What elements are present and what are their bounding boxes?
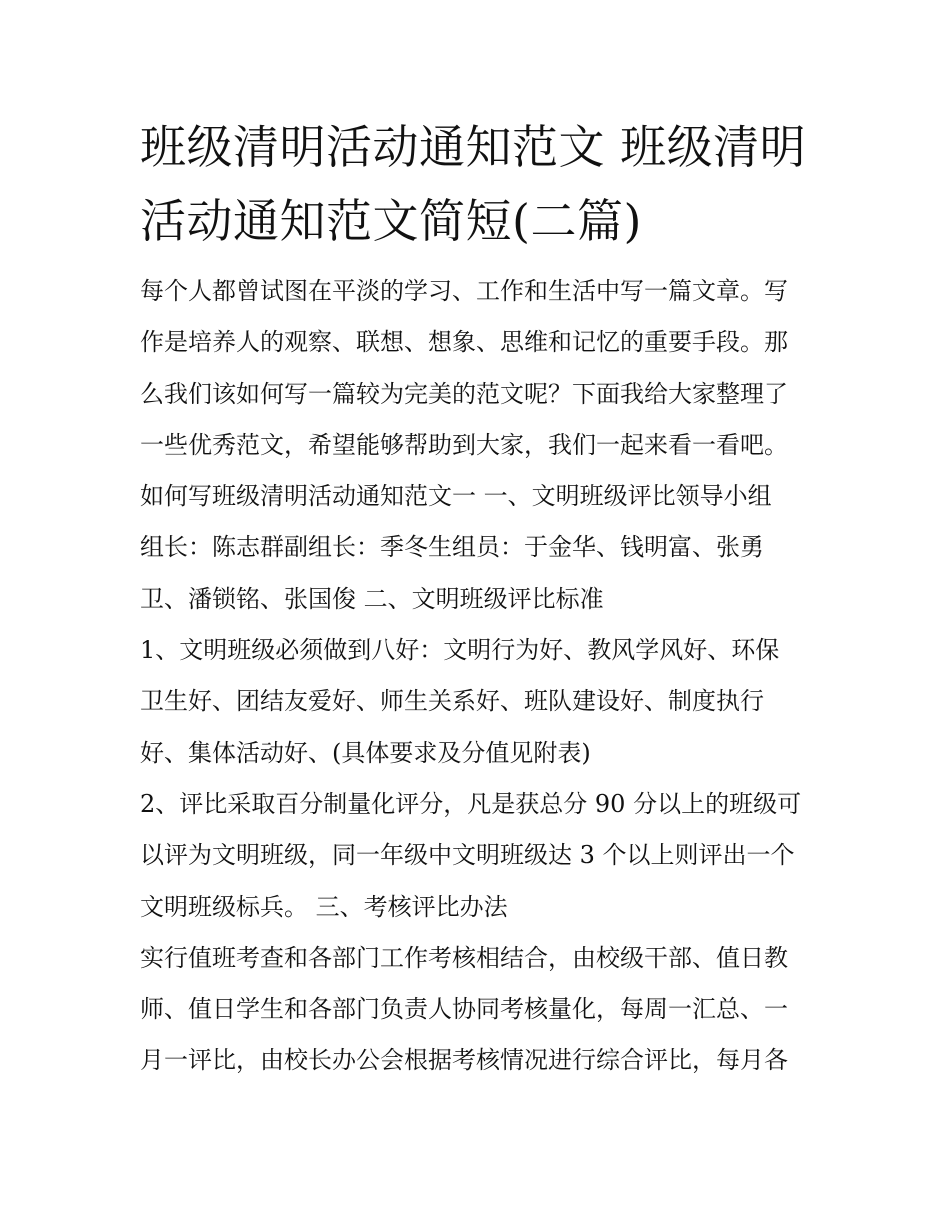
paragraph-line: 以评为文明班级，同一年级中文明班级达 3 个以上则评出一个: [140, 841, 795, 870]
document-body: [140, 266, 820, 1087]
document-content: [140, 110, 820, 1087]
paragraph-line: 2、评比采取百分制量化评分，凡是获总分 90 分以上的班级可: [140, 789, 802, 818]
paragraph-line: 一些优秀范文，希望能够帮助到大家，我们一起来看一看吧。: [140, 430, 788, 459]
paragraph-line: 好、集体活动好、(具体要求及分值见附表): [140, 738, 591, 767]
paragraph-line: 1、文明班级必须做到八好：文明行为好、教风学风好、环保: [140, 636, 780, 665]
paragraph-line: 文明班级标兵。 三、考核评比办法: [140, 892, 508, 921]
paragraph-line: 如何写班级清明活动通知范文一 一、文明班级评比领导小组: [140, 482, 772, 511]
paragraph-line: 实行值班考查和各部门工作考核相结合，由校级干部、值日教: [140, 943, 788, 972]
paragraph-line: 组长：陈志群副组长：季冬生组员：于金华、钱明富、张勇: [140, 533, 764, 562]
paragraph-line: 么我们该如何写一篇较为完美的范文呢？下面我给大家整理了: [140, 379, 788, 408]
paragraph-line: 卫生好、团结友爱好、师生关系好、班队建设好、制度执行: [140, 687, 764, 716]
document-title: 班级清明活动通知范文 班级清明活动通知范文简短(二篇): [140, 120, 807, 248]
paragraph-line: 作是培养人的观察、联想、想象、思维和记忆的重要手段。那: [140, 328, 788, 357]
paragraph-line: 月一评比，由校长办公会根据考核情况进行综合评比，每月各: [140, 1046, 788, 1075]
paragraph-line: 师、值日学生和各部门负责人协同考核量化，每周一汇总、一: [140, 995, 788, 1024]
paragraph-line: 每个人都曾试图在平淡的学习、工作和生活中写一篇文章。写: [140, 277, 788, 305]
paragraph-line: 卫、潘锁铭、张国俊 二、文明班级评比标准: [140, 584, 604, 613]
